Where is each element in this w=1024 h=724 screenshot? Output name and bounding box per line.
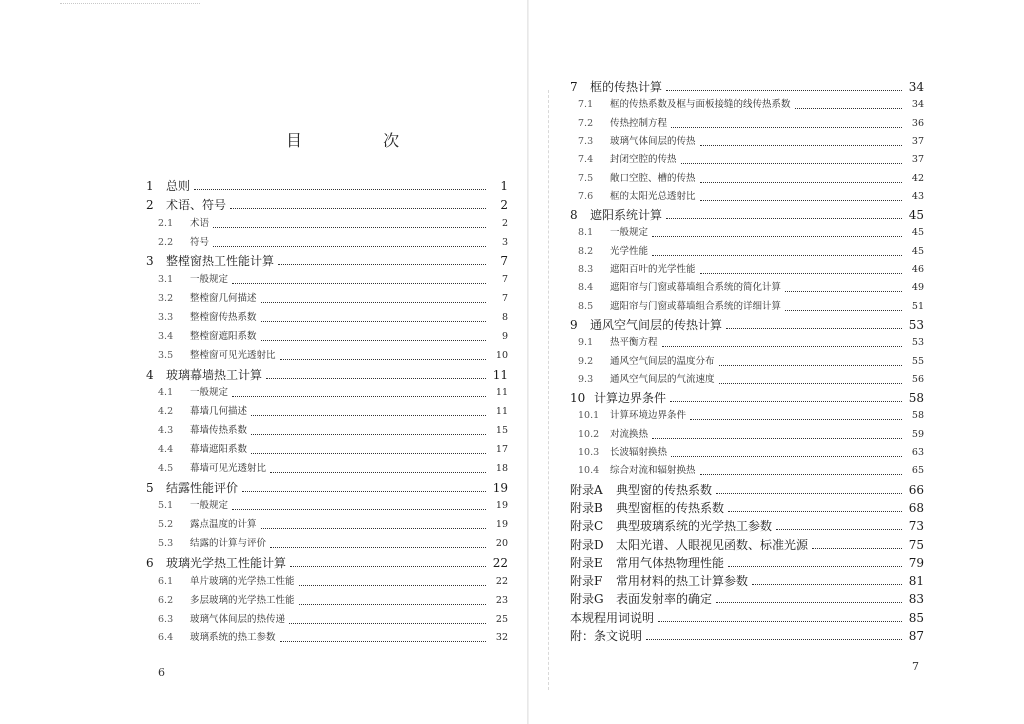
toc-entry[interactable] xyxy=(158,347,508,365)
toc-entry-label: 露点温度的计算 xyxy=(190,519,257,531)
toc-entry[interactable] xyxy=(578,298,924,316)
toc-leader-dots xyxy=(719,382,902,384)
toc-entry-number: 4 xyxy=(146,367,154,382)
toc-entry[interactable] xyxy=(578,170,924,188)
toc-entry-page: 11 xyxy=(495,406,508,418)
toc-entry-label: 玻璃光学热工性能计算 xyxy=(166,556,287,570)
toc-leader-dots xyxy=(671,126,902,128)
toc-entry-label: 一般规定 xyxy=(190,500,229,512)
toc-entry-number: 8 xyxy=(570,208,578,223)
toc-entry-page: 2 xyxy=(501,217,508,229)
toc-leader-dots xyxy=(280,640,486,642)
toc-entry-page: 18 xyxy=(495,462,508,474)
toc-entry-number: 10.2 xyxy=(578,428,600,440)
toc-entry-page: 7 xyxy=(500,254,508,269)
toc-entry[interactable] xyxy=(578,133,924,151)
toc-entry-number: 6 xyxy=(146,556,154,570)
toc-entry-number: 6.4 xyxy=(158,632,174,644)
toc-entry-page: 36 xyxy=(911,117,924,129)
toc-leader-dots xyxy=(658,620,902,622)
toc-entry-page: 55 xyxy=(911,355,924,367)
toc-entry-label: 常用气体热物理性能 xyxy=(616,555,725,570)
toc-leader-dots xyxy=(716,492,902,494)
toc-entry-page: 53 xyxy=(911,337,924,349)
toc-entry[interactable] xyxy=(578,407,924,425)
toc-entry-label: 幕墙几何描述 xyxy=(190,406,248,418)
toc-entry-label: 典型玻璃系统的光学热工参数 xyxy=(616,519,773,534)
toc-entry-label: 术语、符号 xyxy=(166,197,227,212)
toc-leader-dots xyxy=(666,217,902,219)
toc-entry-number: 10.1 xyxy=(578,410,600,422)
toc-entry-label: 一般规定 xyxy=(190,274,229,286)
toc-entry-number: 4.3 xyxy=(158,425,174,437)
toc-entry-page: 20 xyxy=(495,538,508,550)
toc-entry[interactable] xyxy=(146,196,508,214)
toc-entry[interactable] xyxy=(570,206,924,224)
toc-entry-page: 83 xyxy=(908,592,924,607)
toc-entry[interactable] xyxy=(578,151,924,169)
toc-entry[interactable] xyxy=(158,497,508,515)
toc-entry[interactable] xyxy=(146,252,508,270)
toc-entry-page: 43 xyxy=(911,190,924,202)
toc-leader-dots xyxy=(230,207,486,209)
toc-entry[interactable] xyxy=(570,78,924,96)
toc-entry-page: 46 xyxy=(911,264,924,275)
toc-entry[interactable] xyxy=(578,224,924,242)
toc-leader-dots xyxy=(700,144,902,146)
toc-entry-number: 3.5 xyxy=(158,349,174,361)
toc-entry-label: 框的传热系数及框与面板接缝的线传热系数 xyxy=(610,99,791,111)
toc-leader-dots xyxy=(278,263,486,265)
toc-entry-number: 9.1 xyxy=(578,337,594,349)
toc-leader-dots xyxy=(251,433,486,435)
toc-entry-label: 整樘窗传热系数 xyxy=(190,311,257,323)
toc-entry-label: 典型窗的传热系数 xyxy=(616,482,713,497)
toc-entry[interactable] xyxy=(570,536,924,554)
toc-leader-dots xyxy=(270,471,486,473)
toc-entry-page: 53 xyxy=(908,317,924,332)
toc-entry-label: 整樘窗可见光透射比 xyxy=(190,349,276,361)
toc-entry-page: 49 xyxy=(911,282,924,294)
toc-entry-page: 25 xyxy=(495,613,508,625)
toc-entry-label: 幕墙传热系数 xyxy=(190,425,248,437)
toc-entry-page: 59 xyxy=(911,428,924,440)
toc-entry-label: 整樘窗热工性能计算 xyxy=(166,254,275,269)
toc-entry[interactable] xyxy=(570,499,924,517)
toc-entry-label: 玻璃气体间层的传热 xyxy=(610,135,696,147)
toc-entry-label: 常用材料的热工计算参数 xyxy=(616,574,749,589)
toc-entry-label: 通风空气间层的传热计算 xyxy=(590,317,723,332)
toc-entry-page: 66 xyxy=(908,482,924,497)
toc-entry-page: 9 xyxy=(501,330,508,342)
toc-entry-number: 8.2 xyxy=(578,245,594,257)
toc-entry-number: 5 xyxy=(146,480,154,495)
toc-entry-number: 7.3 xyxy=(578,135,594,147)
toc-entry-page: 19 xyxy=(495,519,508,531)
toc-entry[interactable] xyxy=(578,426,924,444)
toc-entry[interactable] xyxy=(570,627,924,645)
toc-leader-dots xyxy=(700,199,902,201)
toc-entry-page: 58 xyxy=(911,410,924,422)
toc-entry-number: 4.2 xyxy=(158,406,174,418)
toc-entry-label: 框的传热计算 xyxy=(590,80,663,94)
toc-entry-page: 58 xyxy=(908,391,924,406)
toc-leader-dots xyxy=(666,89,902,91)
toc-entry-number: 1 xyxy=(146,179,154,193)
toc-entry-label: 长波辐射换热 xyxy=(610,447,668,458)
toc-leader-dots xyxy=(232,395,486,397)
toc-leader-dots xyxy=(652,235,902,237)
toc-entry-label: 表面发射率的确定 xyxy=(616,592,713,607)
toc-entry[interactable] xyxy=(158,234,508,252)
toc-entry[interactable] xyxy=(570,609,924,627)
toc-leader-dots xyxy=(690,418,902,420)
toc-leader-dots xyxy=(213,245,486,247)
toc-leader-dots xyxy=(290,565,486,567)
toc-leader-dots xyxy=(251,452,486,454)
toc-entry[interactable] xyxy=(158,384,508,402)
toc-leader-dots xyxy=(785,290,902,292)
toc-entry[interactable] xyxy=(578,243,924,261)
toc-leader-dots xyxy=(289,622,486,624)
toc-leader-dots xyxy=(700,181,902,183)
toc-entry-page: 32 xyxy=(495,632,508,644)
toc-entry-number: 6.1 xyxy=(158,575,174,587)
toc-entry-number: 8.3 xyxy=(578,264,594,275)
toc-entry[interactable] xyxy=(146,479,508,497)
toc-entry[interactable] xyxy=(158,403,508,421)
toc-entry-label: 传热控制方程 xyxy=(610,117,668,129)
toc-entry[interactable] xyxy=(578,115,924,133)
toc-entry[interactable] xyxy=(570,554,924,572)
toc-entry[interactable] xyxy=(578,96,924,114)
toc-entry-label: 玻璃系统的热工参数 xyxy=(190,632,276,644)
toc-leader-dots xyxy=(251,414,486,416)
toc-entry-label: 敞口空腔、槽的传热 xyxy=(610,172,696,184)
toc-entry-page: 10 xyxy=(495,349,508,361)
toc-entry-label: 单片玻璃的光学热工性能 xyxy=(190,575,295,587)
toc-entry-label: 计算环境边界条件 xyxy=(610,410,687,422)
right-page-number: 7 xyxy=(912,660,919,673)
toc-entry-page: 22 xyxy=(495,575,508,587)
toc-entry-page: 23 xyxy=(495,594,508,606)
toc-entry-label: 幕墙可见光透射比 xyxy=(190,462,267,474)
toc-entry-label: 本规程用词说明 xyxy=(570,610,655,625)
toc-leader-dots xyxy=(671,455,902,457)
toc-entry-number: 2.1 xyxy=(158,217,174,229)
toc-entry[interactable] xyxy=(578,334,924,352)
toc-entry-number: 7.2 xyxy=(578,117,594,129)
toc-entry-label: 结露性能评价 xyxy=(166,480,239,495)
toc-entry-number: 6.2 xyxy=(158,594,174,606)
toc-entry-label: 封闭空腔的传热 xyxy=(610,154,677,166)
toc-entry-label: 热平衡方程 xyxy=(610,337,658,349)
toc-leader-dots xyxy=(812,547,902,549)
toc-entry-label: 总则 xyxy=(166,179,191,193)
toc-leader-dots xyxy=(670,400,902,402)
toc-entry-label: 通风空气间层的气流速度 xyxy=(610,373,715,385)
toc-entry[interactable] xyxy=(158,629,508,647)
toc-leader-dots xyxy=(232,508,486,510)
toc-entry-label: 框的太阳光总透射比 xyxy=(610,190,696,202)
toc-entry-page: 3 xyxy=(501,236,508,248)
toc-entry-page: 7 xyxy=(501,274,508,286)
toc-entry-page: 51 xyxy=(911,300,924,312)
toc-entry[interactable] xyxy=(570,481,924,499)
toc-entry[interactable] xyxy=(146,554,508,572)
toc-entry-page: 37 xyxy=(911,154,924,166)
toc-leader-dots xyxy=(261,320,486,322)
toc-entry-page: 45 xyxy=(911,227,924,239)
toc-entry-page: 65 xyxy=(911,465,924,477)
toc-entry-number: 7.6 xyxy=(578,190,594,202)
toc-entry-page: 11 xyxy=(492,367,508,382)
toc-entry-page: 2 xyxy=(500,197,508,212)
toc-entry[interactable] xyxy=(158,516,508,534)
toc-leader-dots xyxy=(232,282,486,284)
toc-title: 目 次 xyxy=(286,131,438,150)
toc-entry[interactable] xyxy=(578,353,924,371)
toc-entry[interactable] xyxy=(570,517,924,535)
book-gutter xyxy=(527,0,529,724)
toc-entry[interactable] xyxy=(570,316,924,334)
toc-entry-number: 附录A xyxy=(570,482,603,497)
toc-entry[interactable] xyxy=(570,389,924,407)
toc-leader-dots xyxy=(662,345,902,347)
toc-entry-number: 9.2 xyxy=(578,355,594,367)
toc-entry-label: 玻璃幕墙热工计算 xyxy=(166,367,263,382)
toc-entry-page: 81 xyxy=(908,574,924,589)
toc-entry-label: 遮阳帘与门窗或幕墙组合系统的简化计算 xyxy=(610,282,782,294)
toc-entry[interactable] xyxy=(158,441,508,459)
toc-entry-page: 1 xyxy=(500,179,508,193)
toc-entry-label: 符号 xyxy=(190,236,210,248)
toc-entry-page: 34 xyxy=(908,80,924,94)
toc-leader-dots xyxy=(785,309,902,311)
toc-entry-number: 6.3 xyxy=(158,613,174,625)
toc-entry-number: 3.2 xyxy=(158,293,174,305)
toc-leader-dots xyxy=(299,603,486,605)
toc-leader-dots xyxy=(728,565,902,567)
toc-entry-number: 2 xyxy=(146,197,154,212)
toc-entry-number: 4.1 xyxy=(158,387,174,399)
toc-leader-dots xyxy=(728,510,902,512)
toc-entry-label: 幕墙遮阳系数 xyxy=(190,443,248,455)
toc-entry-label: 综合对流和辐射换热 xyxy=(610,465,696,477)
toc-entry-page: 85 xyxy=(908,610,924,625)
toc-leader-dots xyxy=(700,473,902,475)
toc-entry-number: 10.4 xyxy=(578,465,600,477)
toc-leader-dots xyxy=(652,254,902,256)
toc-leader-dots xyxy=(795,107,902,109)
toc-leader-dots xyxy=(270,546,486,548)
toc-entry-number: 附录F xyxy=(570,574,603,589)
toc-entry[interactable] xyxy=(570,572,924,590)
toc-entry-number: 10.3 xyxy=(578,447,600,458)
toc-entry[interactable] xyxy=(158,309,508,327)
toc-leader-dots xyxy=(716,601,902,603)
toc-entry-label: 对流换热 xyxy=(610,428,649,440)
toc-entry-number: 附录G xyxy=(570,592,604,607)
toc-entry-page: 42 xyxy=(911,172,924,184)
toc-leader-dots xyxy=(299,584,486,586)
toc-entry-number: 附录D xyxy=(570,537,604,552)
toc-leader-dots xyxy=(726,327,902,329)
toc-entry-page: 37 xyxy=(911,135,924,147)
toc-entry-label: 结露的计算与评价 xyxy=(190,538,267,550)
toc-entry[interactable] xyxy=(578,279,924,297)
toc-entry[interactable] xyxy=(158,535,508,553)
toc-entry[interactable] xyxy=(578,462,924,480)
toc-entry[interactable] xyxy=(578,261,924,279)
toc-entry-number: 2.2 xyxy=(158,236,174,248)
toc-entry-page: 17 xyxy=(495,443,508,455)
toc-entry-number: 7.4 xyxy=(578,154,594,166)
toc-entry-page: 63 xyxy=(911,447,924,458)
toc-entry-number: 3 xyxy=(146,254,154,269)
toc-entry-page: 45 xyxy=(908,208,924,223)
toc-entry-label: 通风空气间层的温度分布 xyxy=(610,355,715,367)
toc-entry-label: 遮阳百叶的光学性能 xyxy=(610,264,696,275)
toc-entry[interactable] xyxy=(578,188,924,206)
toc-entry-label: 多层玻璃的光学热工性能 xyxy=(190,594,295,606)
toc-entry-number: 9 xyxy=(570,317,578,332)
toc-entry-page: 34 xyxy=(911,99,924,111)
toc-entry-number: 附录E xyxy=(570,555,603,570)
toc-leader-dots xyxy=(194,188,486,190)
toc-entry-page: 19 xyxy=(492,480,508,495)
toc-entry-number: 7 xyxy=(570,80,578,94)
toc-entry-label: 光学性能 xyxy=(610,245,649,257)
toc-entry-number: 7.1 xyxy=(578,99,594,111)
toc-entry-page: 7 xyxy=(501,293,508,305)
toc-entry-number: 10 xyxy=(570,391,586,406)
toc-entry-label: 附：条文说明 xyxy=(570,629,643,643)
toc-entry[interactable] xyxy=(158,422,508,440)
toc-entry[interactable] xyxy=(158,271,508,289)
toc-leader-dots xyxy=(700,272,902,274)
toc-leader-dots xyxy=(261,339,486,341)
toc-leader-dots xyxy=(261,301,486,303)
right-page xyxy=(530,0,1024,724)
toc-entry-page: 15 xyxy=(495,425,508,437)
toc-entry-page: 56 xyxy=(911,373,924,385)
toc-leader-dots xyxy=(776,528,902,530)
toc-leader-dots xyxy=(752,583,902,585)
toc-leader-dots xyxy=(266,377,486,379)
toc-entry-page: 19 xyxy=(495,500,508,512)
toc-entry[interactable] xyxy=(158,573,508,591)
toc-leader-dots xyxy=(681,162,902,164)
toc-entry-number: 5.1 xyxy=(158,500,174,512)
toc-entry-page: 75 xyxy=(908,537,924,552)
toc-leader-dots xyxy=(646,638,902,640)
toc-entry[interactable] xyxy=(578,444,924,462)
left-page-number: 6 xyxy=(158,666,165,679)
toc-entry-page: 11 xyxy=(495,387,508,399)
toc-entry-number: 3.1 xyxy=(158,274,174,286)
toc-entry-page: 68 xyxy=(908,500,924,515)
toc-entry-label: 玻璃气体间层的热传递 xyxy=(190,613,286,625)
toc-entry-number: 8.5 xyxy=(578,300,594,312)
toc-entry-number: 3.3 xyxy=(158,311,174,323)
toc-leader-dots xyxy=(280,358,486,360)
toc-entry[interactable] xyxy=(158,215,508,233)
toc-entry-page: 73 xyxy=(908,519,924,534)
toc-entry[interactable] xyxy=(146,177,508,195)
toc-leader-dots xyxy=(242,490,486,492)
toc-entry-label: 术语 xyxy=(190,217,210,229)
toc-entry-label: 整樘窗几何描述 xyxy=(190,293,257,305)
toc-entry-number: 4.4 xyxy=(158,443,174,455)
toc-entry-label: 遮阳系统计算 xyxy=(590,208,663,223)
toc-leader-dots xyxy=(261,527,486,529)
toc-entry-label: 遮阳帘与门窗或幕墙组合系统的详细计算 xyxy=(610,300,782,312)
toc-entry[interactable] xyxy=(570,590,924,608)
toc-entry[interactable] xyxy=(158,290,508,308)
toc-entry-label: 计算边界条件 xyxy=(594,391,667,406)
toc-entry[interactable] xyxy=(158,611,508,629)
toc-entry[interactable] xyxy=(578,371,924,389)
toc-entry[interactable] xyxy=(158,592,508,610)
toc-entry-number: 附录B xyxy=(570,500,603,515)
toc-leader-dots xyxy=(652,437,902,439)
toc-entry-label: 一般规定 xyxy=(190,387,229,399)
toc-entry-number: 7.5 xyxy=(578,172,594,184)
toc-entry[interactable] xyxy=(158,460,508,478)
toc-entry-page: 45 xyxy=(911,245,924,257)
toc-entry-number: 附录C xyxy=(570,519,604,534)
toc-entry[interactable] xyxy=(158,328,508,346)
toc-entry-page: 22 xyxy=(492,556,508,570)
toc-entry-label: 典型窗框的传热系数 xyxy=(616,500,725,515)
toc-entry-number: 3.4 xyxy=(158,330,174,342)
toc-entry-number: 8.1 xyxy=(578,227,594,239)
toc-entry-number: 5.2 xyxy=(158,519,174,531)
toc-entry-page: 8 xyxy=(501,311,508,323)
toc-entry-number: 8.4 xyxy=(578,282,594,294)
toc-entry-number: 4.5 xyxy=(158,462,174,474)
toc-entry-label: 整樘窗遮阳系数 xyxy=(190,330,257,342)
toc-entry[interactable] xyxy=(146,366,508,384)
toc-entry-label: 太阳光谱、人眼视见函数、标准光源 xyxy=(616,537,809,552)
toc-entry-page: 87 xyxy=(908,629,924,643)
toc-leader-dots xyxy=(719,364,902,366)
toc-entry-number: 9.3 xyxy=(578,373,594,385)
toc-entry-number: 5.3 xyxy=(158,538,174,550)
toc-entry-label: 一般规定 xyxy=(610,227,649,239)
toc-leader-dots xyxy=(213,226,486,228)
toc-entry-page: 79 xyxy=(908,555,924,570)
